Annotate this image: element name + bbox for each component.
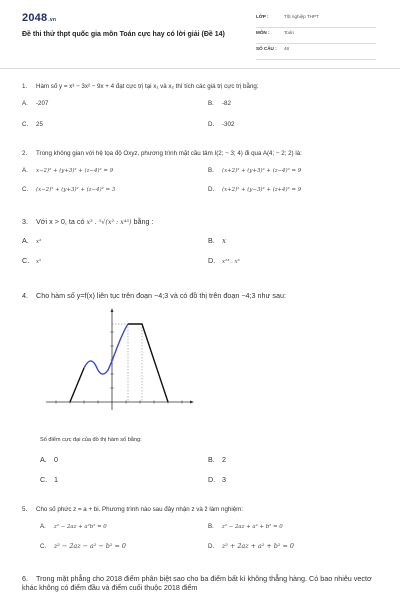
option-value: -82 — [222, 100, 231, 107]
option-c[interactable]: C. z² − 2az − a² − b² = 0 — [40, 542, 126, 550]
question-1 — [22, 83, 382, 134]
option-d[interactable]: D. z² + 2az + a² + b² = 0 — [208, 542, 294, 550]
option-value: x² — [36, 259, 42, 265]
graph-line-right — [128, 324, 168, 402]
option-d[interactable]: D. 3 — [208, 475, 226, 484]
question-6 — [22, 574, 382, 592]
option-b[interactable]: B. 2 — [208, 455, 226, 464]
option-value: x³ — [36, 239, 42, 245]
meta-value: 48 — [284, 46, 290, 51]
option-value: x — [222, 237, 226, 245]
option-value: 1 — [54, 475, 58, 484]
option-value: x−2)² + (y+3)² + (z−4)² = 9 — [36, 168, 114, 174]
options — [22, 100, 382, 134]
option-value: -207 — [36, 100, 49, 107]
option-d[interactable]: D. -302 — [208, 121, 235, 128]
question-4-options — [22, 455, 382, 485]
question-3 — [22, 217, 382, 270]
question-body-suffix: bằng : — [131, 217, 154, 226]
function-graph — [40, 306, 200, 426]
meta-key: SỐ CÂU : — [256, 46, 277, 51]
header-divider — [0, 68, 400, 69]
option-value: z² + 2az + a² + b² = 0 — [222, 542, 294, 550]
option-c[interactable]: C. (x−2)² + (y+3)² + (z−4)² = 3 — [22, 186, 116, 193]
question-number: 5. — [22, 506, 28, 513]
option-value: (x+2)² + (y+3)² + (z−4)² = 9 — [222, 168, 302, 174]
exam-meta — [256, 14, 376, 62]
brand-name: 2048 — [22, 12, 48, 24]
meta-row-count — [256, 46, 376, 60]
option-value: z² − 2az + a² + b² = 0 — [222, 524, 283, 530]
option-value: 0 — [54, 455, 58, 464]
question-4-subtext: Số điểm cực đại của đồ thị hàm số bằng: — [40, 437, 142, 443]
y-axis-arrow — [111, 308, 114, 312]
option-b[interactable]: B. (x+2)² + (y+3)² + (z−4)² = 9 — [208, 167, 302, 174]
option-a[interactable]: A. x−2)² + (y+3)² + (z−4)² = 9 — [22, 167, 114, 174]
question-text — [22, 506, 382, 514]
option-value: (x−2)² + (y+3)² + (z−4)² = 3 — [36, 187, 116, 193]
meta-row-class — [256, 14, 376, 28]
option-a[interactable]: A. z² − 2az + a²b² = 0 — [40, 523, 107, 530]
question-number: 2. — [22, 150, 28, 157]
options — [22, 523, 382, 555]
question-body: Cho hàm số y=f(x) liên tục trên đoạn −4;3 và có đồ thị trên đoạn −4;3 như sau: — [36, 291, 286, 300]
option-c[interactable]: C. 1 — [40, 475, 58, 484]
question-body: Với x > 0, ta có — [36, 217, 87, 226]
option-d[interactable]: D. x²³ . x³ — [208, 256, 240, 265]
option-value: -302 — [222, 121, 235, 128]
question-2 — [22, 150, 382, 197]
page-title: Đề thi thử thpt quốc gia môn Toán cực hay có lời giải (Đề 14) — [22, 31, 225, 38]
option-b[interactable]: B. x — [208, 236, 226, 245]
option-b[interactable]: B. z² − 2az + a² + b² = 0 — [208, 523, 283, 530]
options — [22, 236, 382, 270]
option-a[interactable]: A. -207 — [22, 100, 49, 107]
meta-row-subject — [256, 30, 376, 44]
meta-key: MÔN : — [256, 30, 270, 35]
option-a[interactable]: A. 0 — [40, 455, 58, 464]
option-d[interactable]: D. (x+2)² + (y−3)² + (z+4)² = 9 — [208, 186, 302, 193]
option-c[interactable]: C. 25 — [22, 121, 43, 128]
option-value: 2 — [222, 455, 226, 464]
question-text — [22, 291, 382, 300]
question-number: 1. — [22, 83, 28, 90]
graph-curve — [84, 324, 128, 374]
option-b[interactable]: B. -82 — [208, 100, 231, 107]
question-number: 6. — [22, 574, 28, 583]
graph-svg — [40, 306, 200, 426]
question-text — [22, 150, 382, 158]
brand-logo[interactable] — [22, 12, 56, 24]
question-body: Trong không gian với hệ tọa độ Oxyz, phương trình mặt cầu tâm I(2; − 3; 4) đi qua A(4; − 2; 2) là: — [36, 150, 302, 157]
question-number: 3. — [22, 217, 28, 226]
document-header — [0, 0, 400, 68]
x-axis-arrow — [190, 401, 194, 404]
graph-line-left — [70, 368, 84, 402]
brand-suffix: .vn — [48, 17, 57, 23]
option-a[interactable]: A. x³ — [22, 236, 42, 245]
option-c[interactable]: C. x² — [22, 256, 42, 265]
question-body: Cho số phức z = a + bi. Phương trình nào sau đây nhận z và z̄ làm nghiệm: — [36, 506, 244, 513]
question-5 — [22, 506, 382, 555]
question-text — [22, 83, 382, 91]
question-text — [22, 217, 382, 227]
question-body: Hàm số y = x³ − 3x² − 9x + 4 đạt cực trị tại x₁ và x₂ thì tích các giá trị cực trị bằng: — [36, 83, 259, 90]
option-value: x²³ . x³ — [222, 259, 240, 265]
option-value: 25 — [36, 121, 43, 128]
options — [22, 455, 382, 485]
meta-key: LỚP : — [256, 14, 269, 19]
question-formula: x³ . ⁵√(x² : x⁴³) — [86, 218, 132, 226]
option-value: (x+2)² + (y−3)² + (z+4)² = 9 — [222, 187, 302, 193]
option-value: 3 — [222, 475, 226, 484]
question-number: 4. — [22, 291, 28, 300]
meta-value: Tốt nghiệp THPT — [284, 14, 319, 19]
question-4 — [22, 291, 382, 300]
question-body: Trong mặt phẳng cho 2018 điểm phân biệt sao cho ba điểm bất kì không thẳng hàng. Có bao nhiêu vectơ khác không có điểm đầu và điểm cuối thuộc 2018 điểm — [22, 574, 372, 592]
options — [22, 167, 382, 197]
option-value: z² − 2az + a²b² = 0 — [54, 524, 107, 530]
option-value: z² − 2az − a² − b² = 0 — [54, 542, 126, 550]
meta-value: Toán — [284, 30, 294, 35]
